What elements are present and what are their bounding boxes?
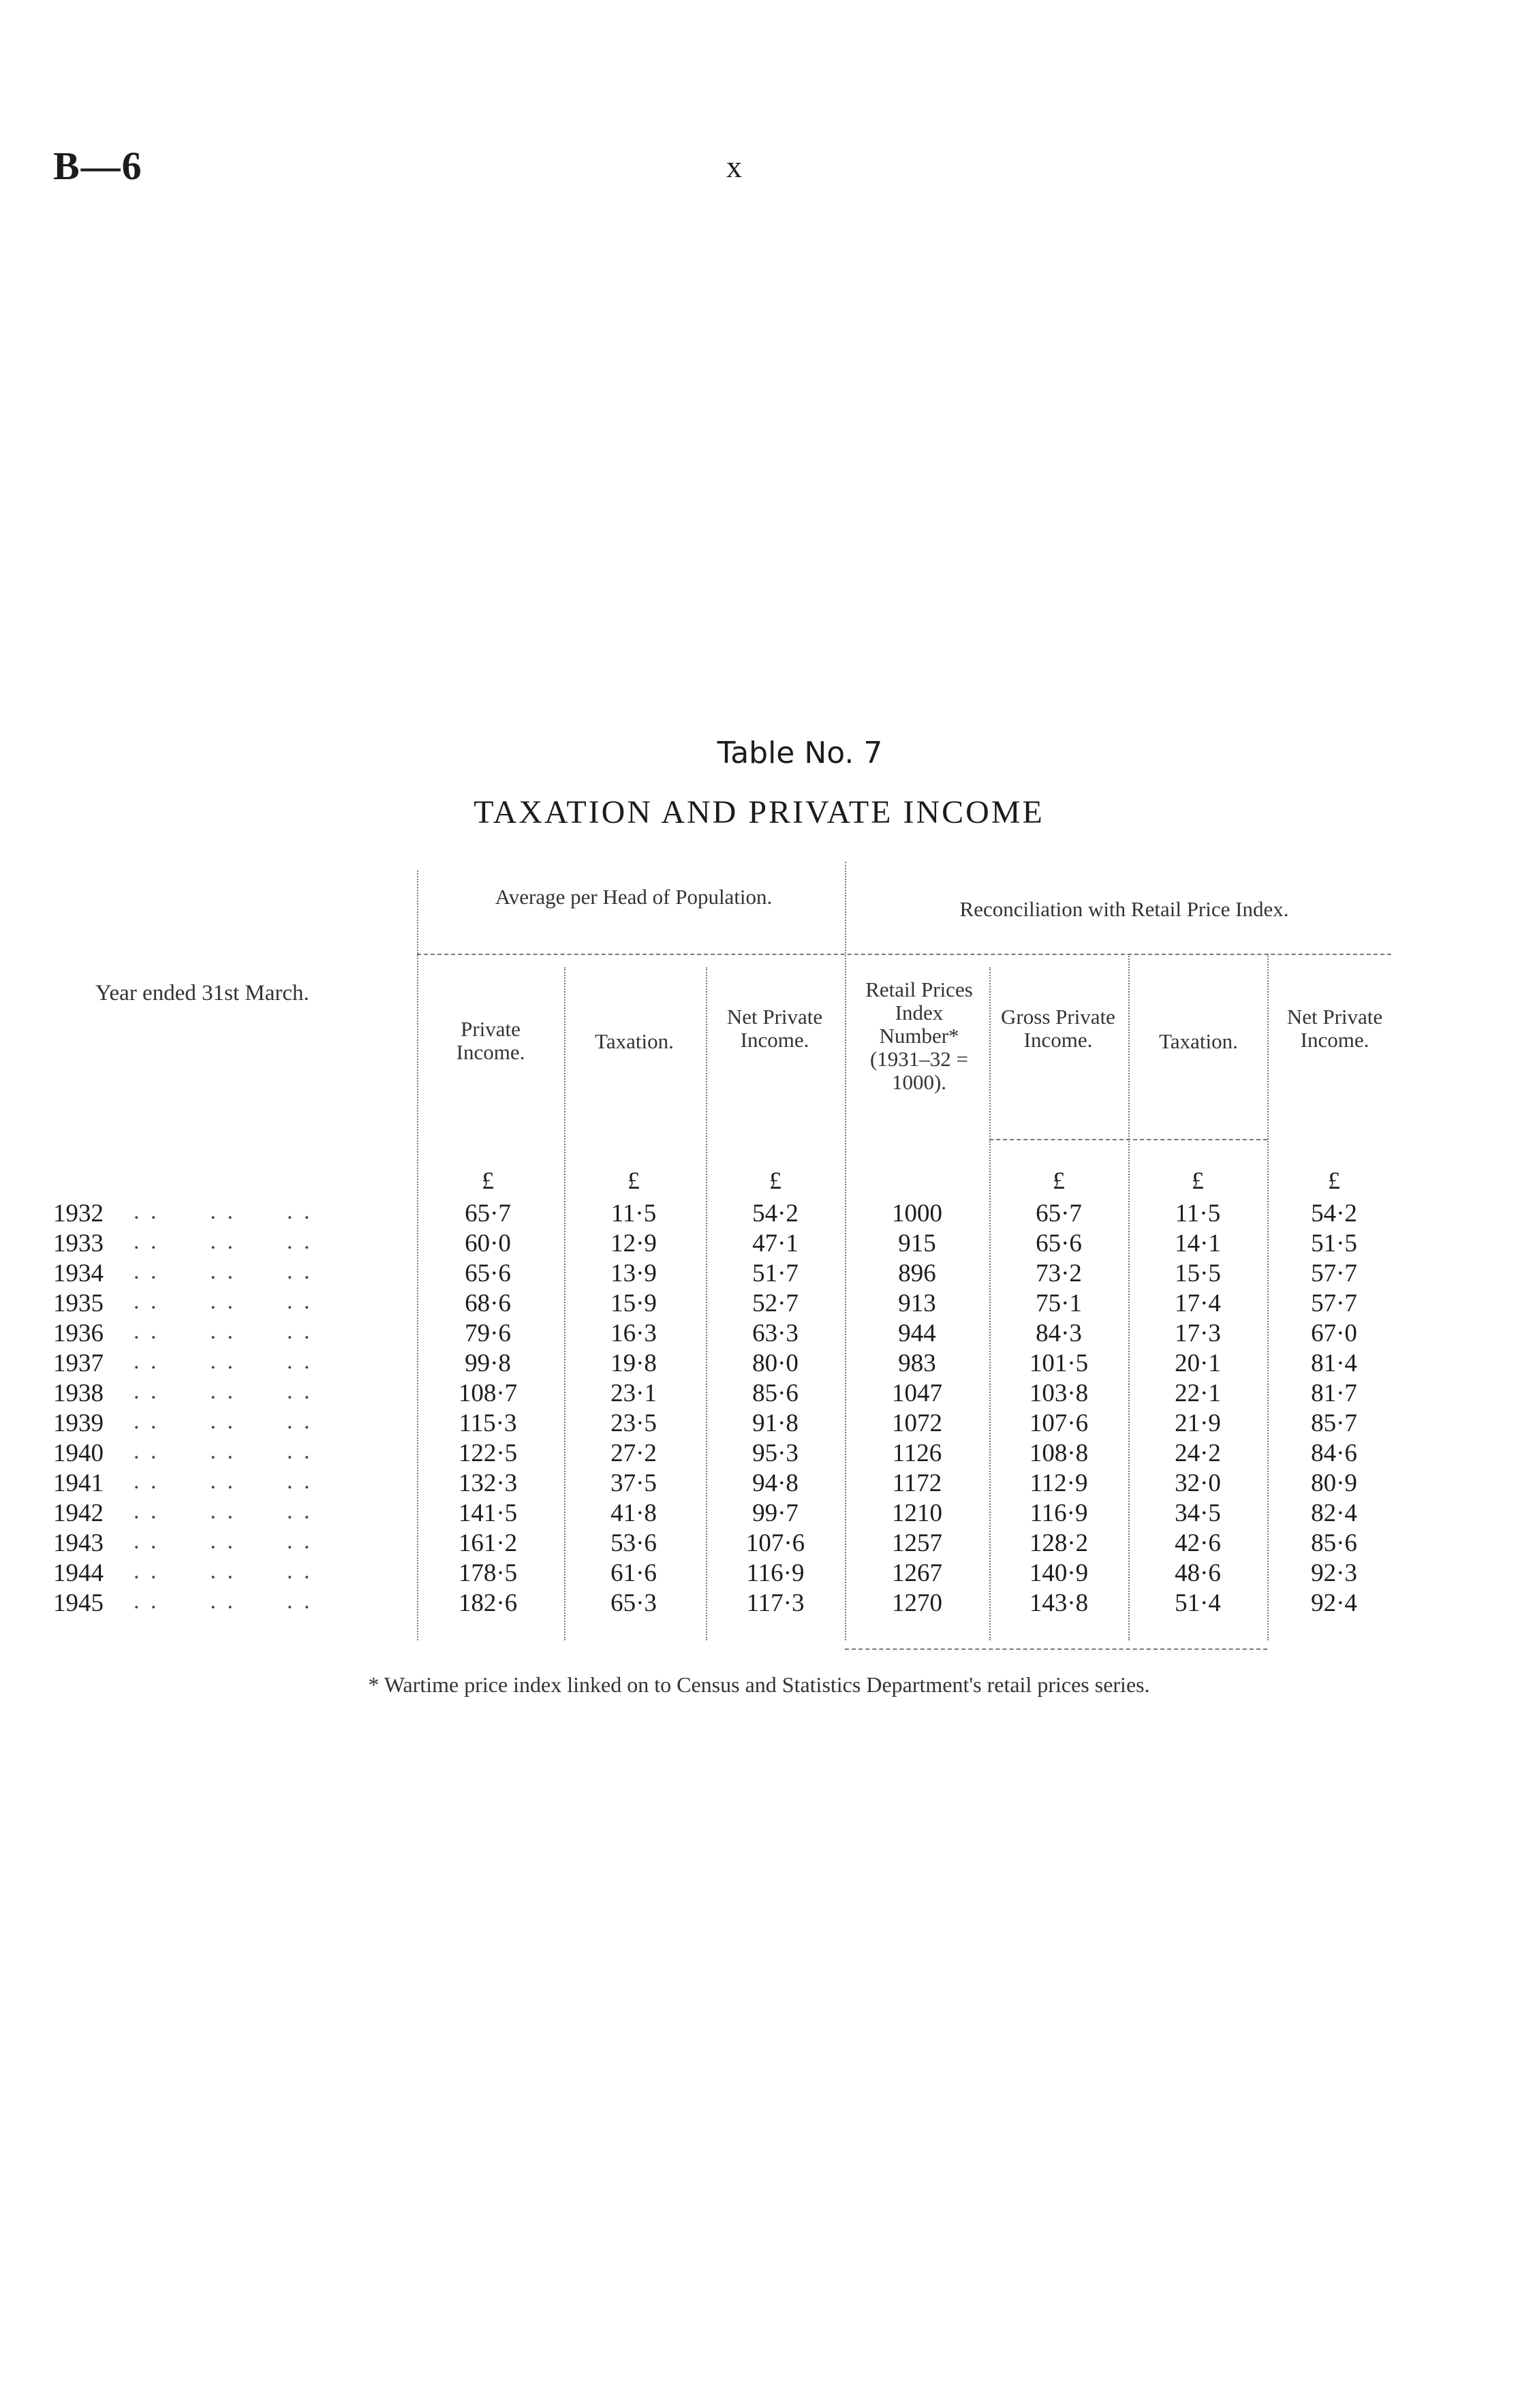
row-year: 1932	[53, 1200, 104, 1228]
table-number	[0, 736, 1518, 770]
row-cell: 73·2	[1036, 1260, 1082, 1287]
row-cell: 57·7	[1311, 1260, 1357, 1287]
row-cell: 92·4	[1311, 1589, 1357, 1617]
row-cell: 34·5	[1175, 1499, 1221, 1527]
row-cell: 85·6	[752, 1379, 799, 1407]
rule-group-bottom	[417, 954, 1391, 955]
row-cell: 54·2	[1311, 1200, 1357, 1228]
row-year: 1936	[53, 1319, 104, 1347]
row-cell: 1172	[892, 1469, 942, 1497]
row-cell: 108·7	[458, 1379, 518, 1407]
row-cell: 54·2	[752, 1200, 799, 1228]
table-row	[0, 1379, 1518, 1409]
row-leader-dots: . . . . . .	[134, 1289, 313, 1314]
row-cell: 51·5	[1311, 1230, 1357, 1257]
row-cell: 85·6	[1311, 1529, 1357, 1557]
table-row	[0, 1499, 1518, 1529]
row-year: 1941	[53, 1469, 104, 1497]
row-cell: 42·6	[1175, 1529, 1221, 1557]
row-cell: 65·6	[465, 1260, 511, 1287]
row-year: 1935	[53, 1289, 104, 1317]
row-cell: 81·4	[1311, 1349, 1357, 1377]
row-year: 1934	[53, 1260, 104, 1287]
row-cell: 99·7	[752, 1499, 799, 1527]
row-leader-dots: . . . . . .	[134, 1199, 313, 1224]
row-cell: 140·9	[1029, 1559, 1089, 1587]
row-cell: 65·7	[465, 1200, 511, 1228]
unit-col-3: £	[769, 1167, 781, 1194]
table-row	[0, 1409, 1518, 1439]
row-cell: 65·3	[610, 1589, 657, 1617]
row-cell: 11·5	[1175, 1200, 1221, 1228]
group-header-average: Average per Head of Population.	[495, 885, 773, 909]
col-header-net-private-income: Net Private Income.	[726, 1005, 823, 1052]
row-cell: 11·5	[610, 1200, 657, 1228]
row-cell: 99·8	[465, 1349, 511, 1377]
table-row	[0, 1259, 1518, 1289]
row-cell: 95·3	[752, 1439, 799, 1467]
row-cell: 116·9	[746, 1559, 805, 1587]
unit-col-6: £	[1192, 1167, 1204, 1194]
row-cell: 21·9	[1175, 1409, 1221, 1437]
year-header: Year ended 31st March.	[95, 981, 309, 1005]
unit-col-2: £	[628, 1167, 640, 1194]
row-leader-dots: . . . . . .	[134, 1409, 313, 1434]
table-number-text: Table No. 7	[717, 736, 883, 770]
row-cell: 1270	[892, 1589, 942, 1617]
row-cell: 68·6	[465, 1289, 511, 1317]
row-cell: 143·8	[1029, 1589, 1089, 1617]
row-cell: 84·3	[1036, 1319, 1082, 1347]
row-cell: 52·7	[752, 1289, 799, 1317]
page-number: x	[726, 149, 742, 184]
row-year: 1945	[53, 1589, 104, 1617]
row-cell: 47·1	[752, 1230, 799, 1257]
footnote: * Wartime price index linked on to Census and Statistics Department's retail prices series.	[368, 1672, 1150, 1697]
row-leader-dots: . . . . . .	[134, 1589, 313, 1614]
table-row	[0, 1199, 1518, 1229]
row-cell: 14·1	[1175, 1230, 1221, 1257]
row-cell: 65·7	[1036, 1200, 1082, 1228]
row-year: 1942	[53, 1499, 104, 1527]
col-header-private-income: Private Income.	[456, 1017, 525, 1064]
table-row	[0, 1319, 1518, 1349]
row-cell: 79·6	[465, 1319, 511, 1347]
row-cell: 24·2	[1175, 1439, 1221, 1467]
row-cell: 53·6	[610, 1529, 657, 1557]
row-cell: 84·6	[1311, 1439, 1357, 1467]
row-cell: 61·6	[610, 1559, 657, 1587]
row-year: 1943	[53, 1529, 104, 1557]
table-title	[0, 794, 1518, 831]
row-cell: 32·0	[1175, 1469, 1221, 1497]
table-row	[0, 1289, 1518, 1319]
table-title-text: TAXATION AND PRIVATE INCOME	[474, 794, 1044, 830]
row-year: 1939	[53, 1409, 104, 1437]
row-cell: 94·8	[752, 1469, 799, 1497]
row-cell: 1267	[892, 1559, 942, 1587]
row-cell: 13·9	[610, 1260, 657, 1287]
row-year: 1940	[53, 1439, 104, 1467]
row-cell: 85·7	[1311, 1409, 1357, 1437]
row-cell: 1000	[892, 1200, 942, 1228]
row-cell: 65·6	[1036, 1230, 1082, 1257]
table-row	[0, 1439, 1518, 1469]
unit-col-5: £	[1053, 1167, 1065, 1194]
row-cell: 1126	[892, 1439, 942, 1467]
row-cell: 60·0	[465, 1230, 511, 1257]
rule-table-bottom	[845, 1648, 1267, 1650]
row-cell: 983	[898, 1349, 936, 1377]
row-cell: 112·9	[1029, 1469, 1088, 1497]
row-cell: 19·8	[610, 1349, 657, 1377]
row-cell: 178·5	[458, 1559, 518, 1587]
row-cell: 116·9	[1029, 1499, 1088, 1527]
row-cell: 132·3	[458, 1469, 518, 1497]
row-cell: 12·9	[610, 1230, 657, 1257]
row-cell: 16·3	[610, 1319, 657, 1347]
row-cell: 122·5	[458, 1439, 518, 1467]
row-cell: 182·6	[458, 1589, 518, 1617]
col-header-gross-private-income: Gross Private Income.	[1001, 1005, 1115, 1052]
row-leader-dots: . . . . . .	[134, 1349, 313, 1374]
row-cell: 17·4	[1175, 1289, 1221, 1317]
row-cell: 896	[898, 1260, 936, 1287]
row-cell: 37·5	[610, 1469, 657, 1497]
row-cell: 41·8	[610, 1499, 657, 1527]
row-cell: 141·5	[458, 1499, 518, 1527]
row-cell: 101·5	[1029, 1349, 1089, 1377]
row-cell: 15·9	[610, 1289, 657, 1317]
row-leader-dots: . . . . . .	[134, 1439, 313, 1464]
row-cell: 913	[898, 1289, 936, 1317]
row-cell: 57·7	[1311, 1289, 1357, 1317]
row-cell: 107·6	[745, 1529, 805, 1557]
row-cell: 80·0	[752, 1349, 799, 1377]
row-cell: 108·8	[1029, 1439, 1089, 1467]
row-cell: 82·4	[1311, 1499, 1357, 1527]
row-cell: 75·1	[1036, 1289, 1082, 1317]
group-header-reconciliation: Reconciliation with Retail Price Index.	[959, 897, 1289, 921]
table-row	[0, 1559, 1518, 1589]
row-cell: 80·9	[1311, 1469, 1357, 1497]
table-row	[0, 1589, 1518, 1619]
row-year: 1938	[53, 1379, 104, 1407]
row-cell: 63·3	[752, 1319, 799, 1347]
row-year: 1937	[53, 1349, 104, 1377]
row-leader-dots: . . . . . .	[134, 1259, 313, 1284]
col-header-net-private-income-2: Net Private Income.	[1286, 1005, 1383, 1052]
row-cell: 27·2	[610, 1439, 657, 1467]
row-cell: 48·6	[1175, 1559, 1221, 1587]
row-cell: 161·2	[458, 1529, 518, 1557]
row-cell: 1210	[892, 1499, 942, 1527]
row-cell: 22·1	[1175, 1379, 1221, 1407]
row-leader-dots: . . . . . .	[134, 1559, 313, 1584]
row-cell: 20·1	[1175, 1349, 1221, 1377]
row-year: 1944	[53, 1559, 104, 1587]
col-header-retail-prices-index: Retail Prices Index Number* (1931–32 = 1000).	[865, 978, 973, 1094]
row-leader-dots: . . . . . .	[134, 1229, 313, 1254]
row-cell: 103·8	[1029, 1379, 1089, 1407]
row-leader-dots: . . . . . .	[134, 1319, 313, 1344]
row-cell: 915	[898, 1230, 936, 1257]
unit-col-1: £	[482, 1167, 494, 1194]
rule-header-bottom	[989, 1139, 1267, 1140]
row-leader-dots: . . . . . .	[134, 1379, 313, 1404]
row-cell: 23·5	[610, 1409, 657, 1437]
row-cell: 15·5	[1175, 1260, 1221, 1287]
row-cell: 944	[898, 1319, 936, 1347]
row-cell: 17·3	[1175, 1319, 1221, 1347]
row-cell: 1072	[892, 1409, 942, 1437]
row-cell: 107·6	[1029, 1409, 1089, 1437]
row-cell: 115·3	[459, 1409, 517, 1437]
row-leader-dots: . . . . . .	[134, 1529, 313, 1554]
row-cell: 67·0	[1311, 1319, 1357, 1347]
table-row	[0, 1349, 1518, 1379]
col-header-taxation-2: Taxation.	[1159, 1029, 1238, 1053]
row-cell: 92·3	[1311, 1559, 1357, 1587]
row-cell: 51·7	[752, 1260, 799, 1287]
row-cell: 91·8	[752, 1409, 799, 1437]
row-year: 1933	[53, 1230, 104, 1257]
row-cell: 81·7	[1311, 1379, 1357, 1407]
row-leader-dots: . . . . . .	[134, 1499, 313, 1524]
page-code: B—6	[53, 144, 143, 188]
row-cell: 1047	[892, 1379, 942, 1407]
row-cell: 1257	[892, 1529, 942, 1557]
unit-col-7: £	[1328, 1167, 1340, 1194]
col-header-taxation: Taxation.	[595, 1029, 674, 1053]
table-row	[0, 1529, 1518, 1559]
row-cell: 23·1	[610, 1379, 657, 1407]
table-row	[0, 1469, 1518, 1499]
row-cell: 128·2	[1029, 1529, 1089, 1557]
row-cell: 51·4	[1175, 1589, 1221, 1617]
row-cell: 117·3	[746, 1589, 805, 1617]
row-leader-dots: . . . . . .	[134, 1469, 313, 1494]
table-row	[0, 1229, 1518, 1259]
